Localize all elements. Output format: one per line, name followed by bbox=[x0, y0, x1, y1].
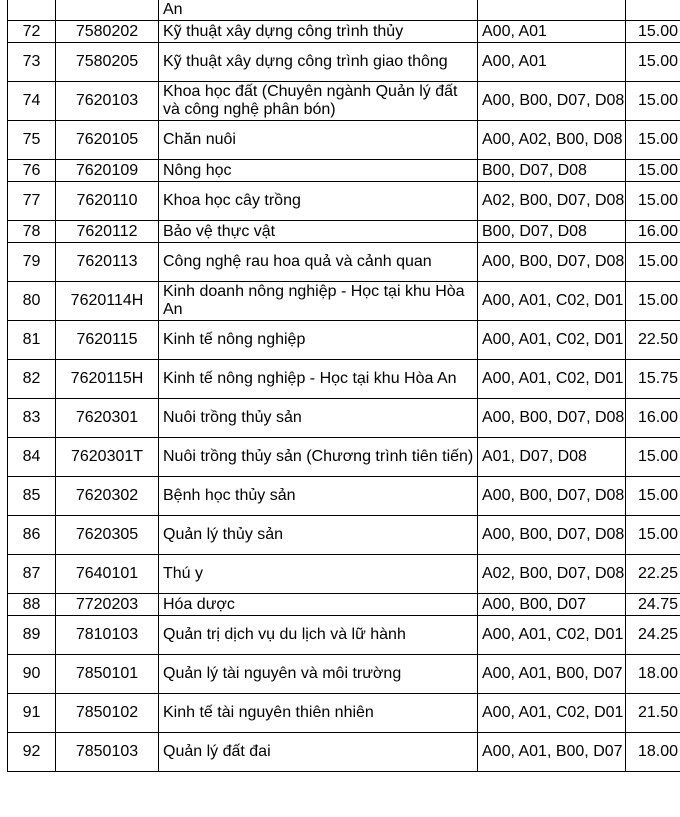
row-number-cell: 82 bbox=[8, 360, 56, 399]
benchmark-score-cell bbox=[626, 0, 680, 21]
row-number-cell: 81 bbox=[8, 321, 56, 360]
subject-combination-cell: A00, A01, C02, D01 bbox=[478, 694, 626, 733]
subject-combination-cell: B00, D07, D08 bbox=[478, 160, 626, 182]
benchmark-score-cell: 15.00 bbox=[626, 243, 680, 282]
benchmark-score-cell: 15.00 bbox=[626, 82, 680, 121]
table-row bbox=[8, 477, 680, 516]
subject-combination-cell: A00, A01, B00, D07 bbox=[478, 655, 626, 694]
major-name-cell: Quản lý tài nguyên và môi trường bbox=[159, 655, 478, 694]
table-row bbox=[8, 694, 680, 733]
major-code-cell: 7620103 bbox=[56, 82, 159, 121]
row-number-cell: 83 bbox=[8, 399, 56, 438]
subject-combination-cell: A01, D07, D08 bbox=[478, 438, 626, 477]
benchmark-score-cell: 15.00 bbox=[626, 160, 680, 182]
major-name-cell: Nuôi trồng thủy sản (Chương trình tiên tiến) bbox=[159, 438, 478, 477]
benchmark-score-cell: 15.75 bbox=[626, 360, 680, 399]
table-row bbox=[8, 616, 680, 655]
table-row bbox=[8, 516, 680, 555]
benchmark-score-cell: 15.00 bbox=[626, 21, 680, 43]
benchmark-score-cell: 15.00 bbox=[626, 438, 680, 477]
row-number-cell: 90 bbox=[8, 655, 56, 694]
subject-combination-cell: A00, B00, D07, D08 bbox=[478, 243, 626, 282]
benchmark-score-cell: 22.50 bbox=[626, 321, 680, 360]
table-row bbox=[8, 438, 680, 477]
major-code-cell: 7620114H bbox=[56, 282, 159, 321]
major-name-cell: Khoa học cây trồng bbox=[159, 182, 478, 221]
major-code-cell: 7850103 bbox=[56, 733, 159, 772]
major-code-cell: 7620115 bbox=[56, 321, 159, 360]
row-number-cell: 79 bbox=[8, 243, 56, 282]
major-name-cell: Kinh tế nông nghiệp - Học tại khu Hòa An bbox=[159, 360, 478, 399]
major-name-cell: Chăn nuôi bbox=[159, 121, 478, 160]
subject-combination-cell: A00, A01, C02, D01 bbox=[478, 360, 626, 399]
major-name-cell: Kinh tế nông nghiệp bbox=[159, 321, 478, 360]
benchmark-score-cell: 22.25 bbox=[626, 555, 680, 594]
subject-combination-cell: A00, B00, D07, D08 bbox=[478, 516, 626, 555]
row-number-cell: 76 bbox=[8, 160, 56, 182]
table-row bbox=[8, 21, 680, 43]
major-name-cell: Công nghệ rau hoa quả và cảnh quan bbox=[159, 243, 478, 282]
major-name-cell: Kỹ thuật xây dựng công trình thủy bbox=[159, 21, 478, 43]
table-row bbox=[8, 360, 680, 399]
benchmark-score-cell: 16.00 bbox=[626, 221, 680, 243]
table-row bbox=[8, 655, 680, 694]
row-number-cell: 88 bbox=[8, 594, 56, 616]
table-row bbox=[8, 160, 680, 182]
benchmark-score-cell: 18.00 bbox=[626, 655, 680, 694]
row-number-cell: 89 bbox=[8, 616, 56, 655]
table-row bbox=[8, 733, 680, 772]
table-row bbox=[8, 0, 680, 21]
subject-combination-cell: A00, A01, C02, D01 bbox=[478, 282, 626, 321]
major-name-cell: Kinh doanh nông nghiệp - Học tại khu Hòa An bbox=[159, 282, 478, 321]
benchmark-score-cell: 18.00 bbox=[626, 733, 680, 772]
benchmark-score-cell: 15.00 bbox=[626, 516, 680, 555]
major-name-cell: Nuôi trồng thủy sản bbox=[159, 399, 478, 438]
subject-combination-cell: A00, A01 bbox=[478, 21, 626, 43]
major-name-cell: Kỹ thuật xây dựng công trình giao thông bbox=[159, 43, 478, 82]
major-code-cell: 7620115H bbox=[56, 360, 159, 399]
major-code-cell: 7850102 bbox=[56, 694, 159, 733]
major-code-cell: 7620301T bbox=[56, 438, 159, 477]
major-code-cell: 7620302 bbox=[56, 477, 159, 516]
table-row bbox=[8, 594, 680, 616]
row-number-cell: 84 bbox=[8, 438, 56, 477]
table-row bbox=[8, 182, 680, 221]
subject-combination-cell: A00, A01, C02, D01 bbox=[478, 616, 626, 655]
subject-combination-cell: A02, B00, D07, D08 bbox=[478, 182, 626, 221]
major-name-cell: Khoa học đất (Chuyên ngành Quản lý đất và công nghệ phân bón) bbox=[159, 82, 478, 121]
subject-combination-cell: A00, A01, B00, D07 bbox=[478, 733, 626, 772]
table-row bbox=[8, 555, 680, 594]
table-row bbox=[8, 121, 680, 160]
row-number-cell bbox=[8, 0, 56, 21]
major-code-cell: 7620112 bbox=[56, 221, 159, 243]
subject-combination-cell: A00, A02, B00, D08 bbox=[478, 121, 626, 160]
major-code-cell: 7620109 bbox=[56, 160, 159, 182]
row-number-cell: 77 bbox=[8, 182, 56, 221]
subject-combination-cell: A02, B00, D07, D08 bbox=[478, 555, 626, 594]
major-code-cell: 7620301 bbox=[56, 399, 159, 438]
major-name-cell: Kinh tế tài nguyên thiên nhiên bbox=[159, 694, 478, 733]
table-row bbox=[8, 399, 680, 438]
major-name-cell: Bảo vệ thực vật bbox=[159, 221, 478, 243]
subject-combination-cell: B00, D07, D08 bbox=[478, 221, 626, 243]
row-number-cell: 87 bbox=[8, 555, 56, 594]
major-name-cell: Hóa dược bbox=[159, 594, 478, 616]
major-code-cell: 7720203 bbox=[56, 594, 159, 616]
row-number-cell: 85 bbox=[8, 477, 56, 516]
subject-combination-cell: A00, B00, D07 bbox=[478, 594, 626, 616]
major-name-cell: An bbox=[159, 0, 478, 21]
major-code-cell: 7810103 bbox=[56, 616, 159, 655]
table-row bbox=[8, 282, 680, 321]
row-number-cell: 72 bbox=[8, 21, 56, 43]
row-number-cell: 73 bbox=[8, 43, 56, 82]
major-code-cell: 7620305 bbox=[56, 516, 159, 555]
major-code-cell: 7620113 bbox=[56, 243, 159, 282]
subject-combination-cell: A00, B00, D07, D08 bbox=[478, 399, 626, 438]
major-code-cell bbox=[56, 0, 159, 21]
row-number-cell: 86 bbox=[8, 516, 56, 555]
major-code-cell: 7580202 bbox=[56, 21, 159, 43]
major-name-cell: Quản trị dịch vụ du lịch và lữ hành bbox=[159, 616, 478, 655]
major-name-cell: Quản lý thủy sản bbox=[159, 516, 478, 555]
benchmark-score-cell: 15.00 bbox=[626, 182, 680, 221]
major-code-cell: 7580205 bbox=[56, 43, 159, 82]
row-number-cell: 74 bbox=[8, 82, 56, 121]
benchmark-score-cell: 15.00 bbox=[626, 43, 680, 82]
subject-combination-cell bbox=[478, 0, 626, 21]
benchmark-score-cell: 24.25 bbox=[626, 616, 680, 655]
table-row bbox=[8, 43, 680, 82]
benchmark-score-cell: 15.00 bbox=[626, 121, 680, 160]
major-name-cell: Thú y bbox=[159, 555, 478, 594]
major-code-cell: 7620105 bbox=[56, 121, 159, 160]
table-row bbox=[8, 321, 680, 360]
benchmark-score-cell: 21.50 bbox=[626, 694, 680, 733]
major-name-cell: Quản lý đất đai bbox=[159, 733, 478, 772]
row-number-cell: 92 bbox=[8, 733, 56, 772]
major-name-cell: Nông học bbox=[159, 160, 478, 182]
subject-combination-cell: A00, B00, D07, D08 bbox=[478, 477, 626, 516]
major-code-cell: 7620110 bbox=[56, 182, 159, 221]
subject-combination-cell: A00, A01 bbox=[478, 43, 626, 82]
table-row bbox=[8, 243, 680, 282]
major-code-cell: 7640101 bbox=[56, 555, 159, 594]
row-number-cell: 78 bbox=[8, 221, 56, 243]
table-row bbox=[8, 221, 680, 243]
row-number-cell: 80 bbox=[8, 282, 56, 321]
benchmark-score-cell: 15.00 bbox=[626, 282, 680, 321]
benchmark-score-cell: 16.00 bbox=[626, 399, 680, 438]
benchmark-score-cell: 24.75 bbox=[626, 594, 680, 616]
major-code-cell: 7850101 bbox=[56, 655, 159, 694]
major-name-cell: Bệnh học thủy sản bbox=[159, 477, 478, 516]
row-number-cell: 91 bbox=[8, 694, 56, 733]
subject-combination-cell: A00, A01, C02, D01 bbox=[478, 321, 626, 360]
admission-score-table bbox=[7, 0, 680, 772]
row-number-cell: 75 bbox=[8, 121, 56, 160]
subject-combination-cell: A00, B00, D07, D08 bbox=[478, 82, 626, 121]
benchmark-score-cell: 15.00 bbox=[626, 477, 680, 516]
table-row bbox=[8, 82, 680, 121]
